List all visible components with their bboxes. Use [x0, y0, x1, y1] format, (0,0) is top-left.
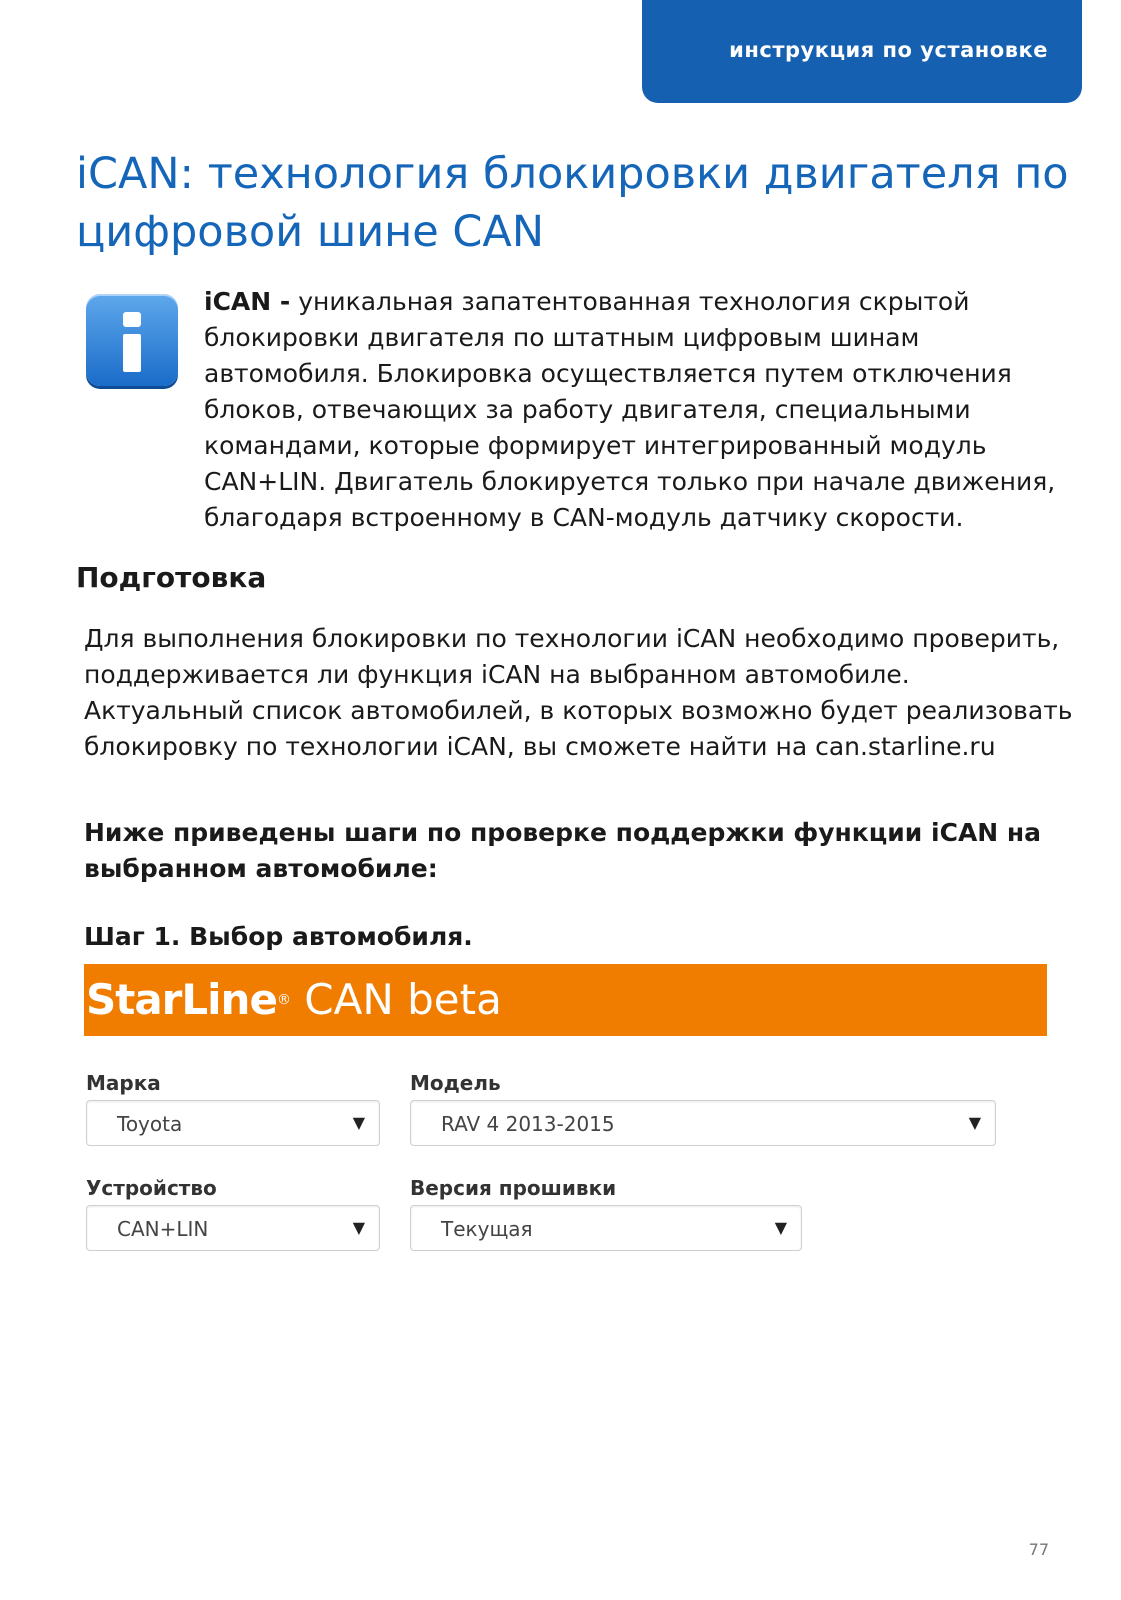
- intro-paragraph: [204, 284, 1064, 536]
- dropdown-arrow-icon: ▼: [352, 1218, 365, 1237]
- page-title: iCAN: технология блокировки двигателя по цифровой шине CAN: [76, 149, 1069, 257]
- model-select[interactable]: [410, 1100, 996, 1146]
- registered-mark: ®: [276, 992, 291, 1008]
- dropdown-arrow-icon: ▼: [352, 1113, 365, 1132]
- header-tab-label: инструкция по установке: [729, 38, 1048, 62]
- model-select-value: RAV 4 2013-2015: [441, 1112, 615, 1136]
- info-icon: [86, 294, 178, 386]
- firmware-select-value: Текущая: [441, 1217, 533, 1241]
- brand-select-value: Toyota: [117, 1112, 183, 1136]
- starline-logo: [86, 976, 502, 1024]
- steps-intro: Ниже приведены шаги по проверке поддержки функции iCAN на выбранном автомобиле:: [84, 818, 1042, 883]
- dropdown-arrow-icon: ▼: [774, 1218, 787, 1237]
- dropdown-arrow-icon: ▼: [968, 1113, 981, 1132]
- intro-term: iCAN -: [204, 287, 291, 316]
- step-title: Шаг 1. Выбор автомобиля.: [84, 922, 473, 951]
- firmware-label: Версия прошивки: [410, 1176, 617, 1200]
- intro-text: уникальная запатентованная технология скрытой блокировки двигателя по штатным цифровым шинам автомобиля. Блокировка осуществляется путем отключения блоков, отвечающих за работу двигателя, специальными командами, которые формирует интегрированный модуль CAN+LIN. Двигатель блокируется только при начале движения, благодаря встроенному в CAN-модуль датчику скорости.: [204, 287, 1056, 532]
- brand-name: StarLine: [86, 975, 277, 1024]
- device-select[interactable]: [86, 1205, 380, 1251]
- section-title: Подготовка: [76, 561, 267, 594]
- starline-banner: [84, 964, 1047, 1036]
- product-name: CAN beta: [304, 975, 502, 1024]
- device-select-value: CAN+LIN: [117, 1217, 209, 1241]
- brand-select[interactable]: [86, 1100, 380, 1146]
- header-tab: [642, 0, 1082, 103]
- model-label: Модель: [410, 1071, 501, 1095]
- firmware-select[interactable]: [410, 1205, 802, 1251]
- device-label: Устройство: [86, 1176, 217, 1200]
- brand-label: Марка: [86, 1071, 161, 1095]
- body-paragraph: Для выполнения блокировки по технологии iCAN необходимо проверить, поддерживается ли функция iCAN на выбранном автомобиле. Актуальный список автомобилей, в которых возможно будет реализовать блокировку по технологии iCAN, вы сможете найти на can.starline.ru: [84, 624, 1073, 761]
- page-number: 77: [1028, 1540, 1049, 1559]
